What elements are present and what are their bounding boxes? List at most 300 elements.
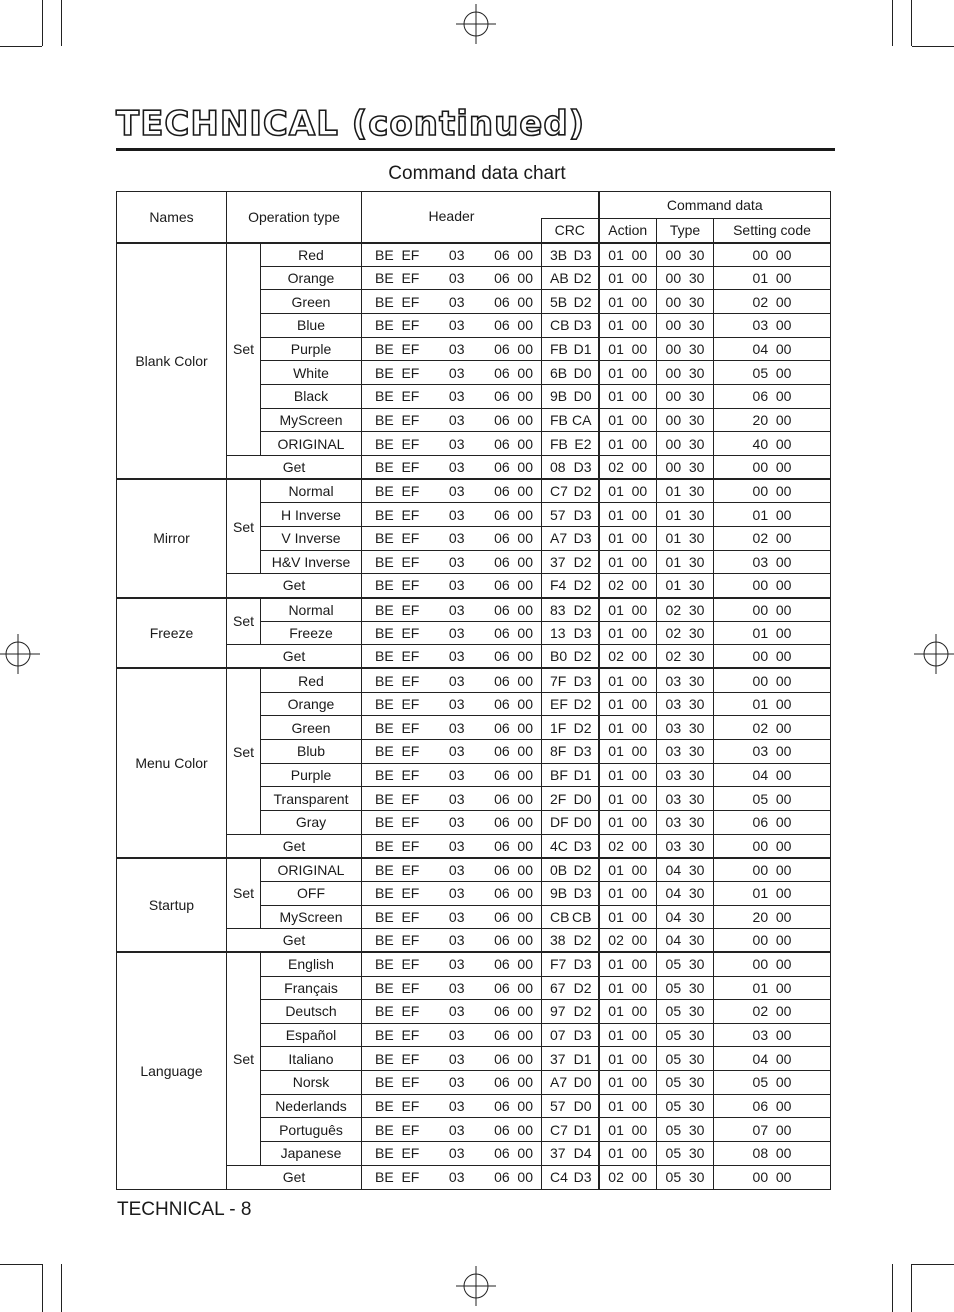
chart-subtitle: Command data chart <box>388 163 566 184</box>
type-code <box>657 314 714 338</box>
header-bytes <box>362 1142 542 1166</box>
header-byte-pair: 06 00 <box>494 1027 533 1044</box>
setting-code <box>714 716 831 740</box>
action-code-value: 01 00 <box>608 719 648 736</box>
header-byte: 03 <box>448 1145 465 1162</box>
get-label: Get <box>227 574 362 598</box>
crc-byte: D1 <box>573 1121 592 1138</box>
crc-byte: E2 <box>574 435 592 452</box>
header-byte: 03 <box>448 908 465 925</box>
group-name: Startup <box>117 858 227 953</box>
item-label: Purple <box>261 337 362 361</box>
item-label: English <box>261 952 362 976</box>
setting-code <box>714 243 831 267</box>
header-byte-pair: BE EF <box>375 412 420 429</box>
header-byte-pair: BE EF <box>375 861 420 878</box>
crc-value <box>542 479 599 503</box>
setting-code <box>714 456 831 480</box>
crc-byte: A7 <box>550 530 568 547</box>
crc-byte: 0B <box>550 861 568 878</box>
crc-value <box>542 858 599 882</box>
action-code <box>599 787 657 811</box>
action-code <box>599 1071 657 1095</box>
header-bytes <box>362 243 542 267</box>
crc-byte: 2F <box>550 790 567 807</box>
setting-code <box>714 929 831 953</box>
header-byte-pair: 06 00 <box>494 412 533 429</box>
type-code <box>657 881 714 905</box>
item-label: Purple <box>261 763 362 787</box>
action-code-value: 01 00 <box>608 790 648 807</box>
header-byte: 03 <box>448 246 465 263</box>
crc-byte: D3 <box>573 885 592 902</box>
action-code-value: 01 00 <box>608 861 648 878</box>
setting-code-value: 20 00 <box>752 412 792 429</box>
header-byte: 03 <box>448 270 465 287</box>
setting-code <box>714 810 831 834</box>
crc-byte: 37 <box>550 554 566 571</box>
crc-byte: 08 <box>550 459 566 476</box>
setting-code-value: 01 00 <box>752 624 792 641</box>
header-byte-pair: BE EF <box>375 695 420 712</box>
group-name: Menu Color <box>117 668 227 857</box>
type-code <box>657 810 714 834</box>
type-code <box>657 905 714 929</box>
type-code <box>657 858 714 882</box>
action-code <box>599 1094 657 1118</box>
crc-byte: 6B <box>550 364 568 381</box>
type-code <box>657 716 714 740</box>
header-byte: 03 <box>448 601 465 618</box>
header-byte: 03 <box>448 695 465 712</box>
setting-code <box>714 739 831 763</box>
crc-value <box>542 1165 599 1189</box>
action-code <box>599 290 657 314</box>
header-byte-pair: BE EF <box>375 1121 420 1138</box>
setting-code-value: 01 00 <box>752 979 792 996</box>
type-code <box>657 337 714 361</box>
header-byte-pair: BE EF <box>375 1098 420 1115</box>
type-code <box>657 527 714 551</box>
header-byte-pair: BE EF <box>375 293 420 310</box>
action-code-value: 01 00 <box>608 908 648 925</box>
header-bytes <box>362 503 542 527</box>
header-byte-pair: 06 00 <box>494 695 533 712</box>
setting-code-value: 05 00 <box>752 790 792 807</box>
table-row <box>117 952 831 976</box>
set-label: Set <box>227 598 261 645</box>
col-header-crc-top <box>542 192 599 219</box>
type-code <box>657 1094 714 1118</box>
action-code-value: 01 00 <box>608 766 648 783</box>
action-code-value: 01 00 <box>608 341 648 358</box>
setting-code <box>714 290 831 314</box>
action-code <box>599 385 657 409</box>
header-byte-pair: BE EF <box>375 908 420 925</box>
crc-byte: CB <box>550 317 570 334</box>
header-byte: 03 <box>448 364 465 381</box>
type-code-value: 03 30 <box>665 672 705 689</box>
item-label: Green <box>261 716 362 740</box>
type-code-value: 00 30 <box>665 412 705 429</box>
header-bytes <box>362 361 542 385</box>
setting-code <box>714 858 831 882</box>
crc-byte: D0 <box>573 364 592 381</box>
crc-value <box>542 503 599 527</box>
header-bytes <box>362 787 542 811</box>
item-label: Italiano <box>261 1047 362 1071</box>
item-label: Blue <box>261 314 362 338</box>
item-label: Português <box>261 1118 362 1142</box>
type-code-value: 03 30 <box>665 743 705 760</box>
type-code <box>657 432 714 456</box>
setting-code <box>714 834 831 858</box>
col-header-setting-code: Setting code <box>714 219 831 243</box>
crc-byte: D1 <box>573 766 592 783</box>
crc-byte: FB <box>550 435 568 452</box>
action-code-value: 01 00 <box>608 388 648 405</box>
setting-code <box>714 266 831 290</box>
setting-code-value: 01 00 <box>752 506 792 523</box>
setting-code-value: 00 00 <box>752 672 792 689</box>
action-code <box>599 337 657 361</box>
action-code <box>599 739 657 763</box>
item-label: MyScreen <box>261 905 362 929</box>
header-byte-pair: BE EF <box>375 246 420 263</box>
header-byte: 03 <box>448 885 465 902</box>
header-byte: 03 <box>448 293 465 310</box>
setting-code-value: 06 00 <box>752 1098 792 1115</box>
header-byte: 03 <box>448 837 465 854</box>
setting-code <box>714 432 831 456</box>
setting-code-value: 01 00 <box>752 270 792 287</box>
header-byte-pair: 06 00 <box>494 459 533 476</box>
setting-code <box>714 479 831 503</box>
crc-byte: EF <box>550 695 568 712</box>
setting-code-value: 05 00 <box>752 1074 792 1091</box>
header-byte-pair: 06 00 <box>494 530 533 547</box>
action-code <box>599 550 657 574</box>
crc-value <box>542 739 599 763</box>
header-byte-pair: 06 00 <box>494 1145 533 1162</box>
header-byte-pair: BE EF <box>375 1050 420 1067</box>
type-code <box>657 929 714 953</box>
item-label: Blub <box>261 739 362 763</box>
action-code <box>599 1047 657 1071</box>
type-code <box>657 408 714 432</box>
header-byte-pair: BE EF <box>375 483 420 500</box>
crc-value <box>542 834 599 858</box>
type-code <box>657 243 714 267</box>
crc-byte: D3 <box>573 956 592 973</box>
table-row <box>117 668 831 692</box>
header-bytes <box>362 716 542 740</box>
action-code-value: 01 00 <box>608 672 648 689</box>
action-code-value: 01 00 <box>608 624 648 641</box>
item-label: Japanese <box>261 1142 362 1166</box>
action-code-value: 01 00 <box>608 1050 648 1067</box>
get-label: Get <box>227 834 362 858</box>
col-header-action: Action <box>599 219 657 243</box>
header-byte-pair: 06 00 <box>494 624 533 641</box>
setting-code-value: 03 00 <box>752 554 792 571</box>
header-byte-pair: 06 00 <box>494 979 533 996</box>
table-row <box>117 243 831 267</box>
crc-byte: D0 <box>573 1098 592 1115</box>
header-byte-pair: BE EF <box>375 648 420 665</box>
header-byte-pair: 06 00 <box>494 246 533 263</box>
action-code-value: 02 00 <box>608 459 648 476</box>
header-bytes <box>362 645 542 669</box>
setting-code <box>714 692 831 716</box>
type-code <box>657 834 714 858</box>
crop-mark <box>912 1264 954 1265</box>
header-byte-pair: 06 00 <box>494 837 533 854</box>
header-bytes <box>362 314 542 338</box>
action-code <box>599 858 657 882</box>
col-header-type: Type <box>657 219 714 243</box>
crc-byte: 57 <box>550 506 566 523</box>
type-code-value: 05 30 <box>665 1050 705 1067</box>
registration-mark-icon <box>456 1266 496 1306</box>
header-byte-pair: BE EF <box>375 624 420 641</box>
title-rule <box>116 148 835 151</box>
setting-code-value: 02 00 <box>752 530 792 547</box>
header-byte: 03 <box>448 956 465 973</box>
crc-value <box>542 929 599 953</box>
setting-code <box>714 361 831 385</box>
header-byte-pair: BE EF <box>375 270 420 287</box>
action-code-value: 02 00 <box>608 1169 648 1186</box>
setting-code-value: 08 00 <box>752 1145 792 1162</box>
action-code <box>599 1000 657 1024</box>
action-code-value: 02 00 <box>608 577 648 594</box>
header-byte-pair: 06 00 <box>494 1003 533 1020</box>
crc-byte: C7 <box>550 483 568 500</box>
setting-code-value: 40 00 <box>752 435 792 452</box>
setting-code <box>714 1165 831 1189</box>
get-label: Get <box>227 645 362 669</box>
set-label: Set <box>227 243 261 456</box>
action-code-value: 01 00 <box>608 435 648 452</box>
crc-byte: D3 <box>573 1169 592 1186</box>
setting-code <box>714 1094 831 1118</box>
header-byte-pair: BE EF <box>375 1003 420 1020</box>
action-code-value: 01 00 <box>608 246 648 263</box>
header-byte-pair: 06 00 <box>494 790 533 807</box>
header-bytes <box>362 858 542 882</box>
item-label: ORIGINAL <box>261 858 362 882</box>
header-byte: 03 <box>448 1003 465 1020</box>
item-label: Nederlands <box>261 1094 362 1118</box>
header-byte-pair: BE EF <box>375 956 420 973</box>
action-code <box>599 834 657 858</box>
crc-byte: D2 <box>573 932 592 949</box>
type-code <box>657 385 714 409</box>
action-code <box>599 621 657 645</box>
setting-code-value: 02 00 <box>752 293 792 310</box>
crc-byte: D3 <box>573 506 592 523</box>
crc-byte: 37 <box>550 1050 566 1067</box>
item-label: MyScreen <box>261 408 362 432</box>
action-code <box>599 598 657 622</box>
type-code-value: 00 30 <box>665 246 705 263</box>
crc-byte: 38 <box>550 932 566 949</box>
crc-byte: D1 <box>573 341 592 358</box>
header-byte: 03 <box>448 459 465 476</box>
crc-value <box>542 266 599 290</box>
type-code <box>657 621 714 645</box>
crc-byte: D3 <box>573 672 592 689</box>
type-code-value: 01 30 <box>665 577 705 594</box>
type-code <box>657 787 714 811</box>
action-code-value: 01 00 <box>608 956 648 973</box>
setting-code-value: 06 00 <box>752 388 792 405</box>
type-code-value: 00 30 <box>665 317 705 334</box>
type-code <box>657 952 714 976</box>
crc-value <box>542 385 599 409</box>
header-byte: 03 <box>448 1169 465 1186</box>
header-byte-pair: 06 00 <box>494 648 533 665</box>
crc-value <box>542 1000 599 1024</box>
header-byte-pair: BE EF <box>375 932 420 949</box>
header-bytes <box>362 432 542 456</box>
setting-code-value: 00 00 <box>752 246 792 263</box>
registration-mark-icon <box>914 634 954 674</box>
action-code <box>599 361 657 385</box>
type-code <box>657 1071 714 1095</box>
header-byte-pair: 06 00 <box>494 435 533 452</box>
action-code-value: 01 00 <box>608 1121 648 1138</box>
type-code <box>657 1118 714 1142</box>
type-code-value: 05 30 <box>665 1027 705 1044</box>
crop-mark <box>42 0 43 46</box>
header-byte: 03 <box>448 743 465 760</box>
type-code <box>657 1142 714 1166</box>
header-byte: 03 <box>448 790 465 807</box>
header-bytes <box>362 621 542 645</box>
action-code <box>599 716 657 740</box>
header-byte-pair: BE EF <box>375 979 420 996</box>
get-label: Get <box>227 929 362 953</box>
crc-value <box>542 1071 599 1095</box>
header-bytes <box>362 1165 542 1189</box>
header-byte: 03 <box>448 317 465 334</box>
setting-code-value: 04 00 <box>752 341 792 358</box>
crop-mark <box>42 1264 43 1312</box>
action-code <box>599 479 657 503</box>
crc-byte: D3 <box>573 837 592 854</box>
set-label: Set <box>227 668 261 834</box>
setting-code <box>714 668 831 692</box>
header-byte: 03 <box>448 719 465 736</box>
setting-code <box>714 385 831 409</box>
header-bytes <box>362 290 542 314</box>
header-byte: 03 <box>448 341 465 358</box>
header-byte: 03 <box>448 932 465 949</box>
header-byte-pair: BE EF <box>375 1169 420 1186</box>
setting-code-value: 03 00 <box>752 743 792 760</box>
item-label: V Inverse <box>261 527 362 551</box>
item-label: H Inverse <box>261 503 362 527</box>
type-code-value: 03 30 <box>665 766 705 783</box>
header-byte: 03 <box>448 435 465 452</box>
header-bytes <box>362 810 542 834</box>
setting-code <box>714 1071 831 1095</box>
get-label: Get <box>227 456 362 480</box>
type-code-value: 05 30 <box>665 1098 705 1115</box>
crc-byte: AB <box>550 270 569 287</box>
header-byte: 03 <box>448 483 465 500</box>
setting-code-value: 03 00 <box>752 1027 792 1044</box>
item-label: H&V Inverse <box>261 550 362 574</box>
crc-byte: D2 <box>573 601 592 618</box>
type-code <box>657 692 714 716</box>
crc-byte: D0 <box>573 1074 592 1091</box>
header-bytes <box>362 881 542 905</box>
set-label: Set <box>227 952 261 1165</box>
crc-value <box>542 290 599 314</box>
type-code-value: 02 30 <box>665 648 705 665</box>
crc-byte: 9B <box>550 885 568 902</box>
action-code <box>599 503 657 527</box>
type-code-value: 00 30 <box>665 293 705 310</box>
setting-code <box>714 905 831 929</box>
action-code <box>599 408 657 432</box>
action-code <box>599 905 657 929</box>
action-code <box>599 243 657 267</box>
crc-byte: D2 <box>573 554 592 571</box>
action-code-value: 01 00 <box>608 317 648 334</box>
action-code-value: 01 00 <box>608 554 648 571</box>
setting-code-value: 00 00 <box>752 837 792 854</box>
type-code-value: 01 30 <box>665 506 705 523</box>
crc-byte: 67 <box>550 979 566 996</box>
setting-code <box>714 1047 831 1071</box>
crc-byte: 5B <box>550 293 568 310</box>
crc-byte: D3 <box>573 743 592 760</box>
type-code-value: 00 30 <box>665 364 705 381</box>
command-data-table <box>116 191 831 1190</box>
header-byte-pair: 06 00 <box>494 1074 533 1091</box>
header-byte: 03 <box>448 648 465 665</box>
crc-byte: D4 <box>573 1145 592 1162</box>
header-bytes <box>362 929 542 953</box>
setting-code-value: 02 00 <box>752 1003 792 1020</box>
crc-value <box>542 314 599 338</box>
group-name: Blank Color <box>117 243 227 480</box>
crc-byte: D0 <box>573 388 592 405</box>
type-code-value: 05 30 <box>665 1169 705 1186</box>
type-code-value: 03 30 <box>665 695 705 712</box>
item-label: Orange <box>261 266 362 290</box>
type-code-value: 01 30 <box>665 530 705 547</box>
action-code-value: 01 00 <box>608 1145 648 1162</box>
header-byte-pair: 06 00 <box>494 932 533 949</box>
setting-code <box>714 408 831 432</box>
item-label: OFF <box>261 881 362 905</box>
setting-code-value: 01 00 <box>752 885 792 902</box>
action-code <box>599 810 657 834</box>
type-code <box>657 290 714 314</box>
type-code-value: 05 30 <box>665 956 705 973</box>
header-bytes <box>362 976 542 1000</box>
crc-byte: 97 <box>550 1003 566 1020</box>
action-code <box>599 574 657 598</box>
setting-code-value: 00 00 <box>752 483 792 500</box>
setting-code-value: 00 00 <box>752 648 792 665</box>
type-code <box>657 645 714 669</box>
